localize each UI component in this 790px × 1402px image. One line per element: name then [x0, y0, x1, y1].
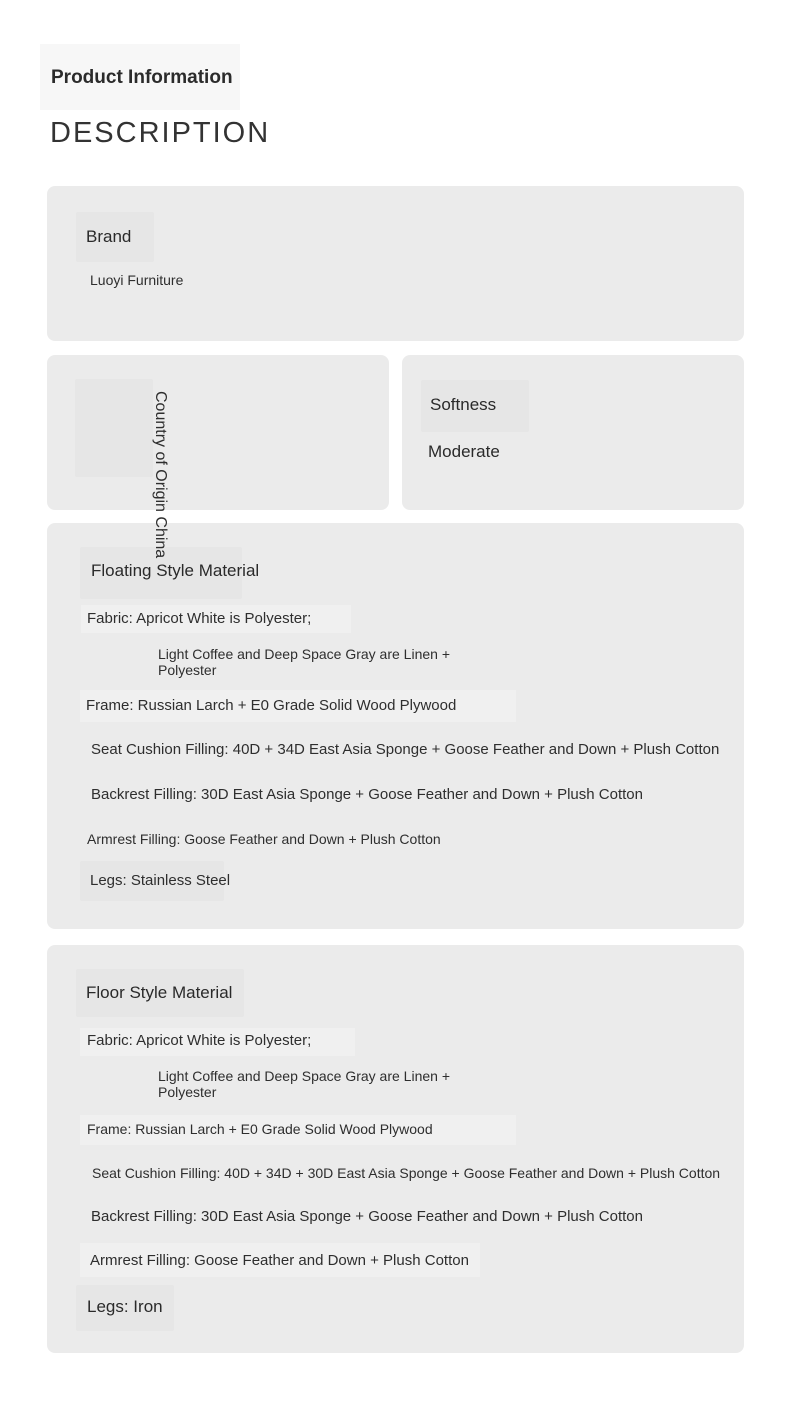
origin-text: Country of Origin China: [152, 391, 169, 559]
floor-frame: Frame: Russian Larch + E0 Grade Solid Wood Plywood: [87, 1121, 433, 1137]
floating-armrest: Armrest Filling: Goose Feather and Down + Plush Cotton: [87, 831, 441, 847]
floating-fabric: Fabric: Apricot White is Polyester;: [87, 610, 312, 627]
softness-label: Softness: [430, 395, 497, 414]
floating-fabric-line2b: Polyester: [158, 662, 217, 678]
floating-material-card: [47, 523, 744, 929]
floor-title: Floor Style Material: [86, 983, 233, 1002]
floor-fabric-line2a: Light Coffee and Deep Space Gray are Linen +: [158, 1068, 450, 1084]
floating-legs: Legs: Stainless Steel: [90, 872, 231, 889]
floating-backrest: Backrest Filling: 30D East Asia Sponge + Goose Feather and Down + Plush Cotton: [91, 786, 643, 803]
floating-frame: Frame: Russian Larch + E0 Grade Solid Wood Plywood: [86, 697, 457, 714]
brand-label: Brand: [86, 227, 132, 246]
origin-chip: [75, 379, 153, 477]
floor-fabric: Fabric: Apricot White is Polyester;: [87, 1032, 312, 1049]
floor-material-card: [47, 945, 744, 1353]
brand-value: Luoyi Furniture: [90, 272, 184, 288]
floating-seat: Seat Cushion Filling: 40D + 34D East Asia Sponge + Goose Feather and Down + Plush Cotton: [91, 741, 720, 758]
brand-card: [47, 186, 744, 341]
softness-value: Moderate: [428, 442, 500, 461]
origin-card: [47, 355, 389, 510]
softness-card: [402, 355, 744, 510]
floor-backrest: Backrest Filling: 30D East Asia Sponge + Goose Feather and Down + Plush Cotton: [91, 1208, 643, 1225]
floor-legs: Legs: Iron: [87, 1297, 163, 1316]
floor-armrest: Armrest Filling: Goose Feather and Down + Plush Cotton: [90, 1252, 469, 1269]
description-heading: DESCRIPTION: [50, 117, 271, 149]
floating-fabric-line2a: Light Coffee and Deep Space Gray are Linen +: [158, 646, 450, 662]
floor-fabric-line2b: Polyester: [158, 1084, 217, 1100]
floating-title: Floating Style Material: [91, 561, 260, 580]
section-title: Product Information: [51, 67, 233, 88]
floor-seat: Seat Cushion Filling: 40D + 34D + 30D East Asia Sponge + Goose Feather and Down + Plush Cotton: [92, 1165, 721, 1181]
